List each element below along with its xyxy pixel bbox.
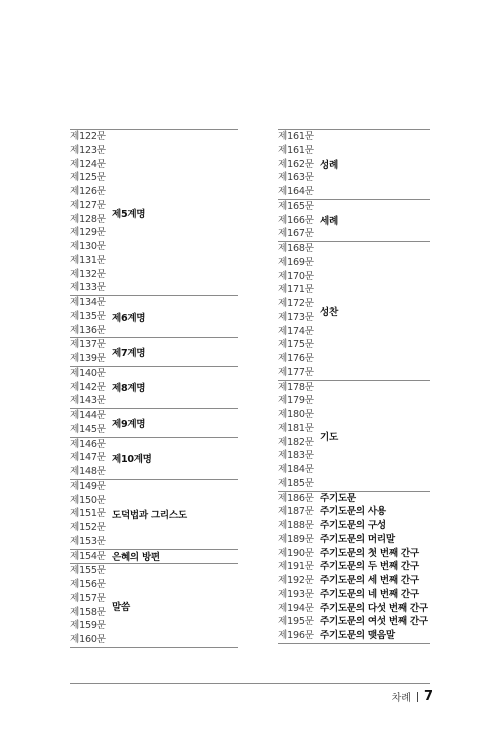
group-title: 도덕법과 그리스도 xyxy=(112,510,187,522)
page-number: 7 xyxy=(423,689,433,704)
question-number: 제191문 xyxy=(278,561,314,573)
question-number: 제174문 xyxy=(278,325,314,337)
question-number: 제149문 xyxy=(70,480,106,492)
question-number: 제159문 xyxy=(70,620,106,632)
question-title: 주기도문의 다섯 번째 간구 xyxy=(320,602,428,614)
toc-row xyxy=(278,629,430,643)
toc-group xyxy=(278,129,430,199)
question-number: 제186문 xyxy=(278,492,314,504)
toc-row xyxy=(278,602,430,616)
question-title: 주기도문의 네 번째 간구 xyxy=(320,588,419,600)
toc-row xyxy=(278,574,430,588)
question-number: 제154문 xyxy=(70,550,106,562)
question-number: 제184문 xyxy=(278,464,314,475)
group-title: 성례 xyxy=(320,160,338,172)
question-number: 제150문 xyxy=(70,494,106,506)
group-title: 제5계명 xyxy=(112,208,146,220)
question-number: 제181문 xyxy=(278,422,314,434)
question-number: 제192문 xyxy=(278,575,314,586)
question-number: 제132문 xyxy=(70,268,106,280)
question-number: 제153문 xyxy=(70,535,106,547)
question-number: 제125문 xyxy=(70,172,106,184)
group-title: 성찬 xyxy=(320,306,338,318)
group-title: 은혜의 방편 xyxy=(112,552,160,564)
group-title: 말씀 xyxy=(112,601,130,613)
toc-row xyxy=(278,519,430,533)
question-number: 제126문 xyxy=(70,186,106,197)
question-number: 제148문 xyxy=(70,466,106,477)
question-number: 제185문 xyxy=(278,477,314,489)
question-number: 제179문 xyxy=(278,395,314,407)
question-number: 제143문 xyxy=(70,395,106,407)
toc-group xyxy=(70,129,238,295)
question-number: 제157문 xyxy=(70,592,106,604)
question-title: 주기도문의 여섯 번째 간구 xyxy=(320,616,428,628)
question-number: 제135문 xyxy=(70,310,106,322)
toc-group xyxy=(278,380,430,491)
toc-group xyxy=(278,241,430,380)
toc-right-column xyxy=(278,129,430,644)
question-number: 제171문 xyxy=(278,284,314,296)
toc-row xyxy=(278,492,430,506)
question-number: 제173문 xyxy=(278,311,314,323)
question-number: 제144문 xyxy=(70,410,106,421)
question-number: 제146문 xyxy=(70,438,106,450)
toc-group xyxy=(278,199,430,241)
question-number: 제161문 xyxy=(278,131,314,142)
question-number: 제182문 xyxy=(278,436,314,448)
question-number: 제168문 xyxy=(278,243,314,254)
toc-group xyxy=(70,563,238,648)
toc-group xyxy=(70,437,238,479)
toc-row xyxy=(278,547,430,561)
question-number: 제189문 xyxy=(278,533,314,545)
group-title: 세례 xyxy=(320,216,338,228)
toc-row xyxy=(278,505,430,519)
question-number: 제190문 xyxy=(278,547,314,559)
question-number: 제151문 xyxy=(70,508,106,520)
question-number: 제136문 xyxy=(70,324,106,336)
toc-group xyxy=(278,491,430,644)
group-title: 제8계명 xyxy=(112,383,146,395)
question-number: 제122문 xyxy=(70,131,106,142)
question-number: 제176문 xyxy=(278,353,314,364)
question-number: 제155문 xyxy=(70,565,106,577)
toc-row xyxy=(278,533,430,547)
question-number: 제180문 xyxy=(278,409,314,420)
question-title: 주기도문의 맺음말 xyxy=(320,630,395,641)
question-number: 제177문 xyxy=(278,366,314,378)
question-number: 제170문 xyxy=(278,270,314,282)
question-number: 제169문 xyxy=(278,256,314,268)
question-number: 제137문 xyxy=(70,339,106,351)
toc-group xyxy=(70,295,238,337)
question-title: 주기도문의 사용 xyxy=(320,506,386,518)
question-number: 제167문 xyxy=(278,228,314,240)
question-number: 제131문 xyxy=(70,254,106,266)
question-number: 제133문 xyxy=(70,282,106,294)
question-number: 제152문 xyxy=(70,522,106,533)
question-number: 제158문 xyxy=(70,606,106,618)
footer-section-label: 차례 xyxy=(391,693,411,704)
question-number: 제134문 xyxy=(70,297,106,308)
question-title: 주기도문의 구성 xyxy=(320,520,386,531)
question-number: 제145문 xyxy=(70,423,106,435)
toc-group xyxy=(70,549,238,564)
footer-divider xyxy=(70,683,430,684)
question-number: 제172문 xyxy=(278,298,314,309)
question-title: 주기도문의 첫 번째 간구 xyxy=(320,547,419,559)
question-number: 제140문 xyxy=(70,367,106,379)
question-number: 제166문 xyxy=(278,214,314,226)
toc-group xyxy=(70,366,238,408)
toc-group xyxy=(70,479,238,549)
page-footer xyxy=(392,689,433,704)
question-number: 제123문 xyxy=(70,144,106,156)
question-number: 제142문 xyxy=(70,381,106,393)
group-title: 제7계명 xyxy=(112,348,146,359)
question-number: 제127문 xyxy=(70,199,106,211)
question-number: 제156문 xyxy=(70,579,106,590)
question-title: 주기도문의 두 번째 간구 xyxy=(320,561,419,573)
question-number: 제160문 xyxy=(70,634,106,645)
question-number: 제124문 xyxy=(70,158,106,170)
toc-row xyxy=(278,560,430,574)
toc-row xyxy=(278,588,430,602)
question-number: 제183문 xyxy=(278,450,314,462)
question-number: 제193문 xyxy=(278,588,314,600)
toc-left-column xyxy=(70,129,238,648)
question-title: 주기도문의 세 번째 간구 xyxy=(320,575,419,586)
group-title: 기도 xyxy=(320,431,338,443)
question-number: 제161문 xyxy=(278,144,314,156)
question-number: 제187문 xyxy=(278,506,314,518)
footer-separator xyxy=(417,692,418,702)
question-number: 제163문 xyxy=(278,172,314,184)
question-number: 제147문 xyxy=(70,452,106,464)
question-number: 제175문 xyxy=(278,339,314,351)
question-number: 제164문 xyxy=(278,186,314,197)
question-number: 제188문 xyxy=(278,520,314,531)
group-title: 제9계명 xyxy=(112,418,146,430)
question-title: 주기도문의 머리말 xyxy=(320,533,395,545)
question-number: 제195문 xyxy=(278,616,314,628)
toc-row xyxy=(278,615,430,629)
toc-group xyxy=(70,337,238,366)
question-number: 제139문 xyxy=(70,353,106,364)
question-number: 제165문 xyxy=(278,200,314,212)
question-title: 주기도문 xyxy=(320,492,356,504)
question-number: 제196문 xyxy=(278,630,314,641)
question-number: 제178문 xyxy=(278,381,314,393)
question-number: 제128문 xyxy=(70,213,106,225)
toc-group xyxy=(70,408,238,437)
question-number: 제162문 xyxy=(278,158,314,170)
question-number: 제130문 xyxy=(70,241,106,252)
group-title: 제6계명 xyxy=(112,312,146,324)
group-title: 제10계명 xyxy=(112,454,152,466)
question-number: 제129문 xyxy=(70,227,106,239)
question-number: 제194문 xyxy=(278,602,314,614)
